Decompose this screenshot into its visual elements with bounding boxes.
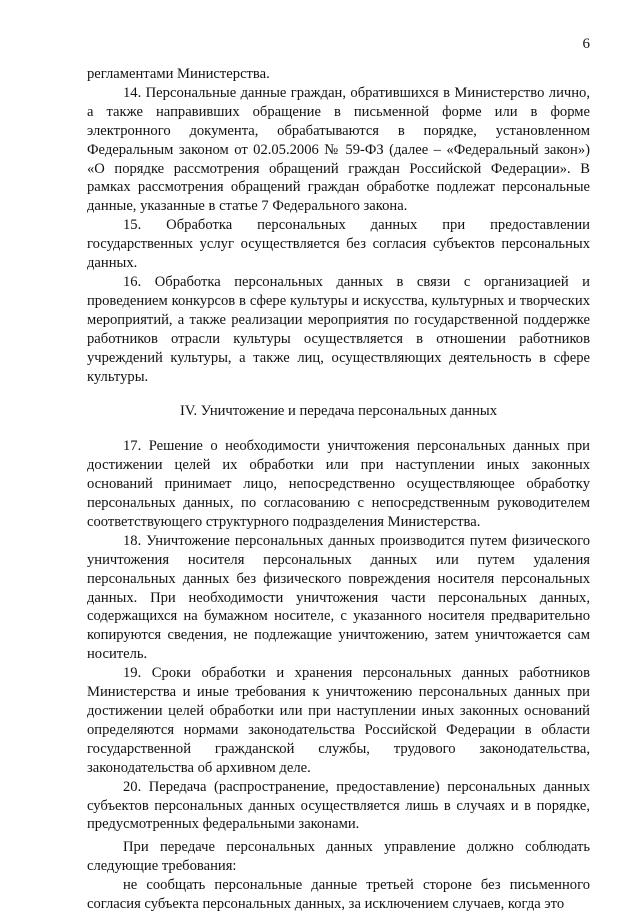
paragraph-20: 20. Передача (распространение, предоставление) персональных данных субъектов персональных данных осуществляется лишь в случаях и в порядке, предусмотренных федеральными законами.	[87, 778, 590, 833]
paragraph-14: 14. Персональные данные граждан, обратившихся в Министерство лично, а также направивших обращение в письменной форме или в форме электронного документа, обрабатываются в порядке, установленном Федеральным законом от 02.05.2006 № 59-ФЗ (далее – «Федеральный закон») «О порядке рассмотрения обращений граждан Российской Федерации». В рамках рассмотрения обращений граждан обработке подлежат персональные данные, указанные в статье 7 Федерального закона.	[87, 84, 590, 215]
paragraph-19: 19. Сроки обработки и хранения персональных данных работников Министерства и иные требования к уничтожению персональных данных при достижении целей обработки или при наступлении иных законных оснований определяются нормами законодательства Российской Федерации в области государственной гражданской службы, трудового законодательства, законодательства об архивном деле.	[87, 665, 590, 776]
paragraph-17: 17. Решение о необходимости уничтожения персональных данных при достижении целей их обработки или при наступлении иных законных оснований принимает лицо, непосредственно осуществляющее обработку персональных данных, по согласованию с непосредственным руководителем соответствующего структурного подразделения Министерства.	[87, 438, 590, 530]
page-number: 6	[582, 36, 590, 52]
document-body	[87, 65, 590, 914]
paragraph-continuation: регламентами Министерства.	[87, 66, 270, 82]
paragraph-16: 16. Обработка персональных данных в связи с организацией и проведением конкурсов в сфере культуры и искусства, культурных и творческих мероприятий, а также реализации мероприятия по государственной поддержке работников отрасли культуры осуществляется в отношении работников учреждений культуры, а также лиц, осуществляющих деятельность в сфере культуры.	[87, 273, 590, 385]
paragraph-15: 15. Обработка персональных данных при предоставлении государственных услуг осуществляется без согласия субъектов персональных данных.	[87, 217, 590, 272]
section-heading: IV. Уничтожение и передача персональных данных	[179, 403, 498, 420]
paragraph-18: 18. Уничтожение персональных данных производится путем физического уничтожения носителя персональных данных или путем удаления персональных данных без физического повреждения носителя персональных данных. При необходимости уничтожения части персональных данных, содержащихся на бумажном носителе, с указанного носителя предварительно копируются сведения, не подлежащие уничтожению, затем уничтожается сам носитель.	[87, 532, 590, 663]
paragraph-requirement-item: не сообщать персональные данные третьей стороне без письменного согласия субъекта персональных данных, за исключением случаев, когда это	[87, 877, 590, 913]
paragraph-transfer-requirements: При передаче персональных данных управление должно соблюдать следующие требования:	[87, 839, 590, 875]
